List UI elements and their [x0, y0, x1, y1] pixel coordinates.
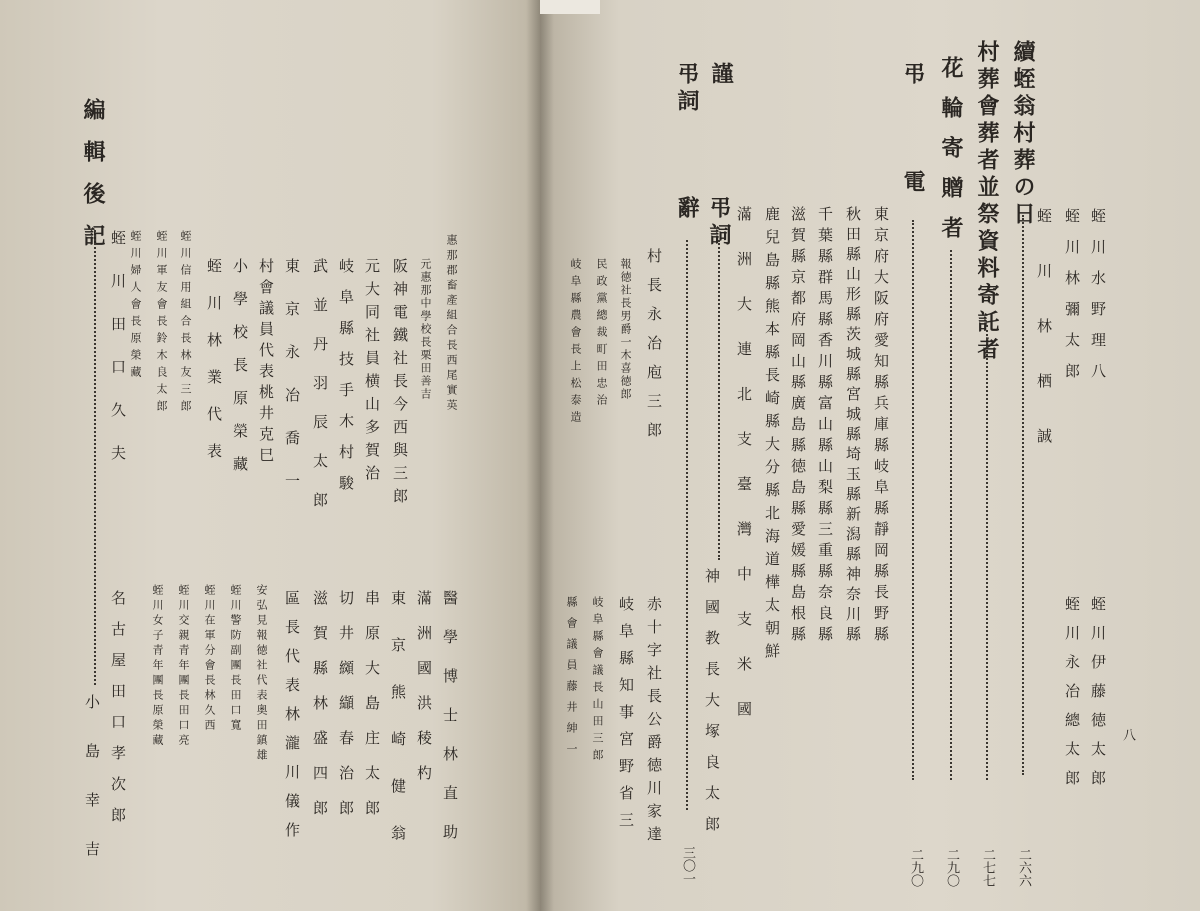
toc-title-4: 弔電 — [900, 62, 926, 278]
contributor-bottom-11: 蛭川交親青年團長田口亮 — [177, 584, 190, 749]
toc-title-3: 花輪寄贈者 — [938, 56, 964, 256]
postscript-author: 小島幸吉 — [83, 694, 101, 890]
prefecture-row-6: 滿洲大連北支臺灣中支米國 — [735, 206, 753, 746]
contributor-top-12: 蛭川軍友會長鈴木良太郎 — [155, 230, 168, 417]
toc-page-3: 二九〇 — [944, 848, 959, 887]
contributor-top-14: 蛭川田口久夫 — [109, 230, 127, 488]
contributor-bottom-8: 安弘見報徳社代表奥田鎮雄 — [255, 584, 268, 764]
paper-tab — [540, 0, 600, 14]
prefecture-row-3: 千葉縣群馬縣香川縣富山縣山梨縣三重縣奈良縣 — [816, 206, 834, 647]
contributor-top-11: 蛭川信用組合長林友三郎 — [179, 230, 192, 417]
prefecture-row-1: 東京府大阪府愛知縣兵庫縣岐阜縣靜岡縣長野縣 — [872, 206, 890, 647]
contributor-top-5: 岐阜縣技手木村駿 — [337, 258, 355, 506]
author-bottom-2: 蛭川永冶總太郎 — [1063, 596, 1081, 799]
contributor-bottom-4: 串原大島庄太郎 — [363, 590, 381, 835]
contributor-bottom-10: 蛭川在軍分會長林久西 — [203, 584, 216, 734]
author-bottom-1: 蛭川伊藤徳太郎 — [1089, 596, 1107, 799]
prefecture-row-4: 滋賀縣京都府岡山縣廣島縣徳島縣愛媛縣島根縣 — [789, 206, 807, 647]
eulogy-top-2: 報徳社長男爵一木喜徳郎 — [619, 258, 632, 401]
toc-leader-3 — [950, 250, 952, 780]
contributor-bottom-12: 蛭川女子青年團長原榮藏 — [151, 584, 164, 749]
contributor-top-1: 惠那郡畜產組合長西尾實英 — [445, 234, 458, 414]
contributor-top-6: 武並丹羽辰太郎 — [311, 258, 329, 531]
toc-bottom-1: 謹 — [708, 62, 734, 89]
eulogy-top-3: 民政黨總裁町田忠治 — [595, 258, 608, 411]
author-top-2: 蛭川林彌太郎 — [1063, 208, 1081, 394]
toc-bottom-2: 弔詞 — [674, 62, 700, 116]
contributor-bottom-6: 滋賀縣林盛四郎 — [311, 590, 329, 835]
book-gutter — [526, 0, 554, 911]
eulogy-bottom-3: 岐阜縣會議長山田三郎 — [591, 596, 604, 766]
toc-page-2: 二七七 — [980, 848, 995, 887]
prefecture-row-5: 鹿兒島縣熊本縣長崎縣大分縣北海道樺太朝鮮 — [763, 206, 781, 666]
toc-bottom-4: 辭 — [674, 196, 700, 223]
contributor-top-3: 阪神電鐵社長今西與三郎 — [391, 258, 409, 511]
contributor-top-10: 蛭川林業代表 — [205, 258, 223, 480]
toc-bottom-leader-1 — [718, 240, 720, 560]
author-top-1: 蛭川水野理八 — [1089, 208, 1107, 394]
contributor-bottom-2: 滿洲國洪稜杓 — [415, 590, 433, 800]
contributor-top-4: 元大同社員横山多賀治 — [363, 258, 381, 488]
author-top-3: 蛭川林栖誠 — [1035, 208, 1053, 483]
contributor-bottom-14: 名古屋田口孝次郎 — [109, 590, 127, 838]
contributor-bottom-3: 東京熊崎健翁 — [389, 590, 407, 872]
shinkoku-line: 神國教長大塚良太郎 — [703, 568, 721, 847]
toc-leader-4 — [912, 220, 914, 780]
contributor-bottom-1: 醫學博士林直助 — [441, 590, 459, 863]
toc-title-1: 續蛭翁村葬の日 — [1010, 40, 1036, 229]
toc-title-2: 村葬會葬者並祭資料寄託者 — [974, 40, 1000, 364]
contributor-top-8: 村會議員代表桃井克巳 — [257, 258, 275, 468]
postscript-leader — [94, 230, 96, 685]
toc-page-1: 二六六 — [1016, 848, 1031, 887]
eulogy-bottom-1: 赤十字社長公爵徳川家達 — [645, 596, 663, 849]
postscript-title: 編輯後記 — [80, 98, 106, 266]
contributor-bottom-9: 蛭川警防副團長田口寬 — [229, 584, 242, 734]
toc-leader-2 — [986, 325, 988, 780]
eulogy-bottom-2: 岐阜縣知事宮野省三 — [617, 596, 635, 839]
contributor-top-7: 東京永冶喬一 — [283, 258, 301, 516]
toc-leader-1 — [1022, 215, 1024, 775]
prefecture-row-2: 秋田縣山形縣茨城縣宮城縣埼玉縣新潟縣神奈川縣 — [844, 206, 862, 646]
contributor-top-9: 小學校長原榮藏 — [231, 258, 249, 489]
contributor-top-2: 元惠那中學校長栗田善吉 — [419, 258, 432, 401]
contributor-bottom-7: 區長代表林瀧川儀作 — [283, 590, 301, 851]
eulogy-top-1: 村長永冶庖三郎 — [645, 248, 663, 451]
page-number: 八 — [1120, 728, 1135, 741]
eulogy-top-4: 岐阜縣農會長上松泰造 — [569, 258, 582, 428]
eulogy-bottom-4: 縣會議員藤井紳一 — [565, 596, 578, 764]
toc-bottom-leader-2 — [686, 240, 688, 810]
contributor-bottom-5: 切井纐纈春治郎 — [337, 590, 355, 835]
toc-bottom-3: 弔詞 — [706, 196, 732, 250]
toc-page-4: 二九〇 — [908, 848, 923, 887]
contributor-top-13: 蛭川婦人會長原榮藏 — [129, 230, 142, 383]
toc-bottom-page: 三〇一 — [680, 846, 695, 885]
